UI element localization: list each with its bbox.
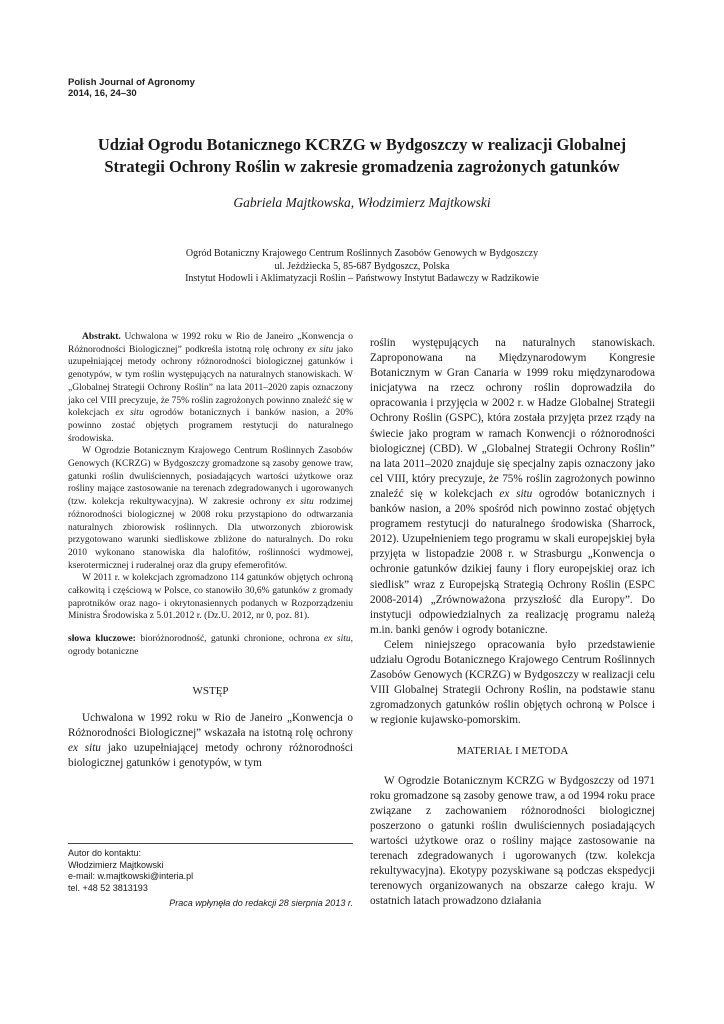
journal-header [68,77,195,99]
right-column [370,336,655,909]
right-term: ex situ [499,487,533,500]
left-column [68,331,353,771]
title-line-2: Strategii Ochrony Roślin w zakresie gromadzenia zagrożonych gatunków [104,157,620,176]
section-heading-intro: WSTĘP [192,684,229,697]
keywords-term: ex situ [323,634,351,645]
section-heading-methods: MATERIAŁ I METODA [456,745,569,758]
affiliation-line-1: Ogród Botaniczny Krajowego Centrum Roślinnych Zasobów Genowych w Bydgoszczy [185,248,539,259]
intro [68,711,353,771]
right-text: ogrodów botanicznych i banków nasion, a 20% spośród nich powinno zostać objętych programem restytucji do naturalnego środowiska (Sharrock, 2012). Uzupełnieniem tego programu w skali europejskiej była przyjęta w listopadzie 2008 r. w Strasburgu „Konwencja o ochronie gatunków dzikiej fauny i flory europejskiej oraz ich siedlisk” wraz z Europejską Strategią Ochrony Roślin (ESPC 2008-2014) „Zrównoważona przyszłość dla Europy”. Do instytucji odpowiedzialnych za realizację programu należą m.in. banki genów i ogrody botaniczne. [370,487,655,636]
right-paragraph-2: Celem niniejszego opracowania było przedstawienie udziału Ogrodu Botanicznego Krajowego Centrum Roślinnych Zasobów Genowych (KCRZG) w Bydgoszczy w realizacji celu VIII Globalnej Strategii Ochrony Roślin, na podstawie stanu zgromadzonych gatunków roślin objętych ochroną w Polsce i w regionie kujawsko-pomorskim. [370,638,655,727]
title-line-1: Udział Ogrodu Botanicznego KCRZG w Bydgoszczy w realizacji Globalnej [97,135,627,154]
contact-info [68,843,353,894]
abstract-term: ex situ [286,497,314,508]
keywords-label: słowa kluczowe: [68,634,136,645]
abstract-paragraph-2 [68,445,353,572]
abstract-paragraph-3: W 2011 r. w kolekcjach zgromadzono 114 gatunków objętych ochroną całkowitą i częściową w Polsce, co stanowiło 30,6% gatunków z gromady paprotników oraz nago- i okrytonasiennych podanych w Rozporządzeniu Ministra Środowiska z 5.01.2012 r. (Dz.U. 2012, nr 0, poz. 81). [68,573,353,622]
abstract-paragraph-1 [68,331,353,445]
right-paragraph-1 [370,336,655,638]
abstract-text: rodzimej różnorodności biologicznej w 2008 roku przystąpiono do odtwarzania naturalnych zbiorowisk roślinnych. Dla utworzonych zbiorowisk przygotowano warunki siedliskowe zbliżone do naturalnych. Do roku 2010 wykonano stanowiska dla halofitów, roślinności wydmowej, kserotermicznej i ruderalnej oraz dla grupy efemerofitów. [68,497,353,571]
article-title [60,134,664,178]
affiliation-line-3: Instytut Hodowli i Aklimatyzacji Roślin – Państwowy Instytut Badawczy w Radzikowie [185,273,539,284]
affiliation [60,248,664,286]
abstract-text: W Ogrodzie Botanicznym Krajowego Centrum Roślinnych Zasobów Genowych (KCRZG) w Bydgoszczy gromadzone są zasoby genowe traw, gatunki roślin dwuliściennych, posiadających wartości użytkowe oraz rośliny mające zastosowanie na terenach zdegradowanych i ugorowanych (tzw. kolekcja rekultywacyjna). W zakresie ochrony [68,446,353,508]
abstract-term: ex situ [115,408,144,419]
keywords [68,633,353,658]
abstract-text: Uchwalona w 1992 roku w Rio de Janeiro „Konwencja o Różnorodności Biologicznej” podkreśla istotną rolę ochrony [68,332,353,355]
contact-phone: tel. +48 52 3813193 [68,882,148,893]
keywords-text: bioróżnorodność, gatunki chronione, ochrona [135,634,324,645]
abstract-text: ogrodów botanicznych i banków nasion, a 20% powinno zostać objętych programem restytucji do naturalnego środowiska. [68,408,353,444]
intro-text: Uchwalona w 1992 roku w Rio de Janeiro „Konwencja o Różnorodności Biologicznej” wskazała na istotną rolę ochrony [68,711,353,739]
right-paragraph-3: W Ogrodzie Botanicznym KCRZG w Bydgoszczy od 1971 roku gromadzone są zasoby genowe traw, a od 1994 roku prace związane z zachowaniem różnorodności biologicznej poszerzono o gatunki roślin dwuliściennych posiadających wartości użytkowe oraz o rośliny mające zastosowanie na terenach zdegradowanych i ugorowanych (tzw. kolekcja rekultywacyjna). Ekotypy pozyskiwane są podczas ekspedycji terenowych organizowanych na obszarze całego kraju. W ostatnich latach prowadzono działania [370,774,655,908]
journal-citation: 2014, 16, 24–30 [68,88,137,99]
intro-text: jako uzupełniającej metody ochrony różnorodności biologicznej gatunków i genotypów, w tym [68,741,353,769]
received-date: Praca wpłynęła do redakcji 28 sierpnia 2013 r. [169,898,353,908]
abstract-term: ex situ [307,344,334,355]
abstract-text: jako uzupełniającej metody ochrony różnorodności biologicznej gatunków i genotypów, w tym roślin występujących na naturalnych stanowiskach. W „Globalnej Strategii Ochrony Roślin” na lata 2011–2020 zapis oznaczony jako cel VIII precyzuje, że 75% roślin zagrożonych powinno znaleźć się w kolekcjach [68,344,353,419]
intro-paragraph-1 [68,711,353,771]
keywords-text: , ogrody botaniczne [68,634,353,657]
contact-email[interactable]: e-mail: w.majtkowski@interia.pl [68,871,194,881]
abstract [68,331,353,659]
right-text: roślin występujących na naturalnych stanowiskach. Zaproponowana na Międzynarodowym Kongresie Botanicznym w Gran Canaria w 1999 roku międzynarodowa inicjatywa na rzecz ochrony roślin doprowadziła do opracowania i przyjęcia w 2002 r. w Hadze Globalnej Strategii Ochrony Roślin (GSPC), która została przyjęta przez rządy na świecie jako program w ramach Konwencji o różnorodności biologicznej (CBD). W „Globalnej Strategii Ochrony Roślin” na lata 2011–2020 znajduje się specjalny zapis oznaczony jako cel VIII, który precyzuje, że 75% roślin zagrożonych powinno znaleźć się w kolekcjach [370,337,655,500]
intro-term: ex situ [68,741,101,754]
contact-label: Autor do kontaktu: [68,848,142,858]
journal-name: Polish Journal of Agronomy [68,77,195,88]
authors: Gabriela Majtkowska, Włodzimierz Majtkowski [233,195,491,210]
affiliation-line-2: ul. Jeżdżiecka 5, 85-687 Bydgoszcz, Polska [274,260,450,272]
contact-name: Włodzimierz Majtkowski [68,859,164,870]
abstract-label: Abstrakt. [82,332,121,342]
